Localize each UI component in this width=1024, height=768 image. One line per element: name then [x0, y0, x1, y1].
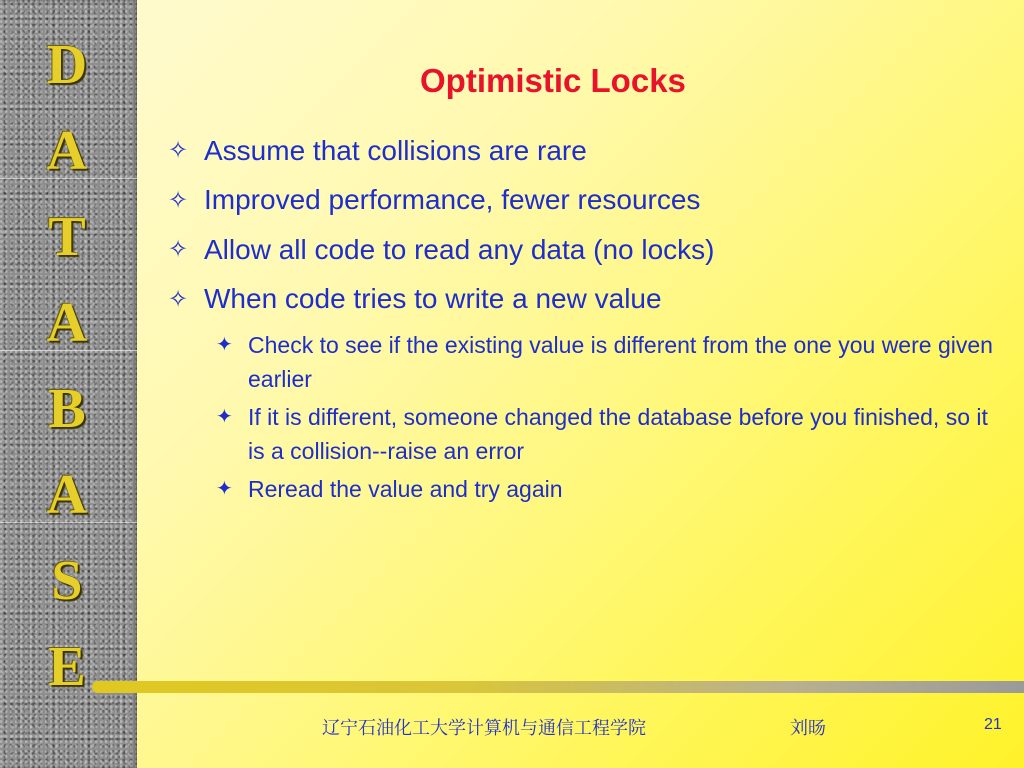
- sparkle-solid-icon: ✦: [216, 334, 233, 356]
- sparkle-outline-icon: ✧: [168, 236, 189, 264]
- sparkle-outline-icon: ✧: [168, 137, 189, 165]
- logo-letter: B: [48, 378, 86, 440]
- sub-bullet-item: [216, 472, 1008, 506]
- sidebar-texture: [0, 0, 137, 768]
- slide-title: Optimistic Locks: [420, 62, 686, 99]
- sub-bullet-item: [216, 400, 1008, 468]
- sub-bullet-text: If it is different, someone changed the database before you finished, so it is a collision--raise an error: [248, 404, 988, 464]
- bullet-item: [168, 126, 1008, 176]
- bullet-text: Improved performance, fewer resources: [204, 184, 701, 216]
- bullet-list: [168, 126, 1008, 510]
- bullet-item: [168, 176, 1008, 226]
- logo-letter: D: [46, 34, 88, 96]
- bullet-item: [168, 225, 1008, 275]
- logo-letter: A: [46, 120, 88, 182]
- sparkle-solid-icon: ✦: [216, 406, 233, 428]
- sub-bullet-item: [216, 328, 1008, 396]
- page-number: 21: [984, 716, 1002, 733]
- bullet-text: When code tries to write a new value: [204, 283, 662, 315]
- sparkle-outline-icon: ✧: [168, 285, 189, 313]
- bullet-text: Allow all code to read any data (no locks): [204, 233, 715, 265]
- logo-letter: T: [48, 206, 86, 268]
- database-vertical-logo: [22, 22, 112, 710]
- logo-letter: A: [46, 292, 88, 354]
- footer-school: 辽宁石油化工大学计算机与通信工程学院: [322, 718, 646, 739]
- footer-author: 刘旸: [790, 718, 826, 739]
- logo-letter: E: [48, 636, 86, 698]
- bullet-item: [168, 275, 1008, 325]
- bullet-text: Assume that collisions are rare: [204, 134, 587, 166]
- logo-letter: S: [51, 550, 83, 612]
- footer-divider-bar: [92, 681, 1024, 693]
- sparkle-solid-icon: ✦: [216, 478, 233, 500]
- logo-letter: A: [46, 464, 88, 526]
- sub-bullet-text: Check to see if the existing value is different from the one you were given earlier: [248, 332, 993, 392]
- sub-bullet-text: Reread the value and try again: [248, 476, 563, 502]
- sparkle-outline-icon: ✧: [168, 186, 189, 214]
